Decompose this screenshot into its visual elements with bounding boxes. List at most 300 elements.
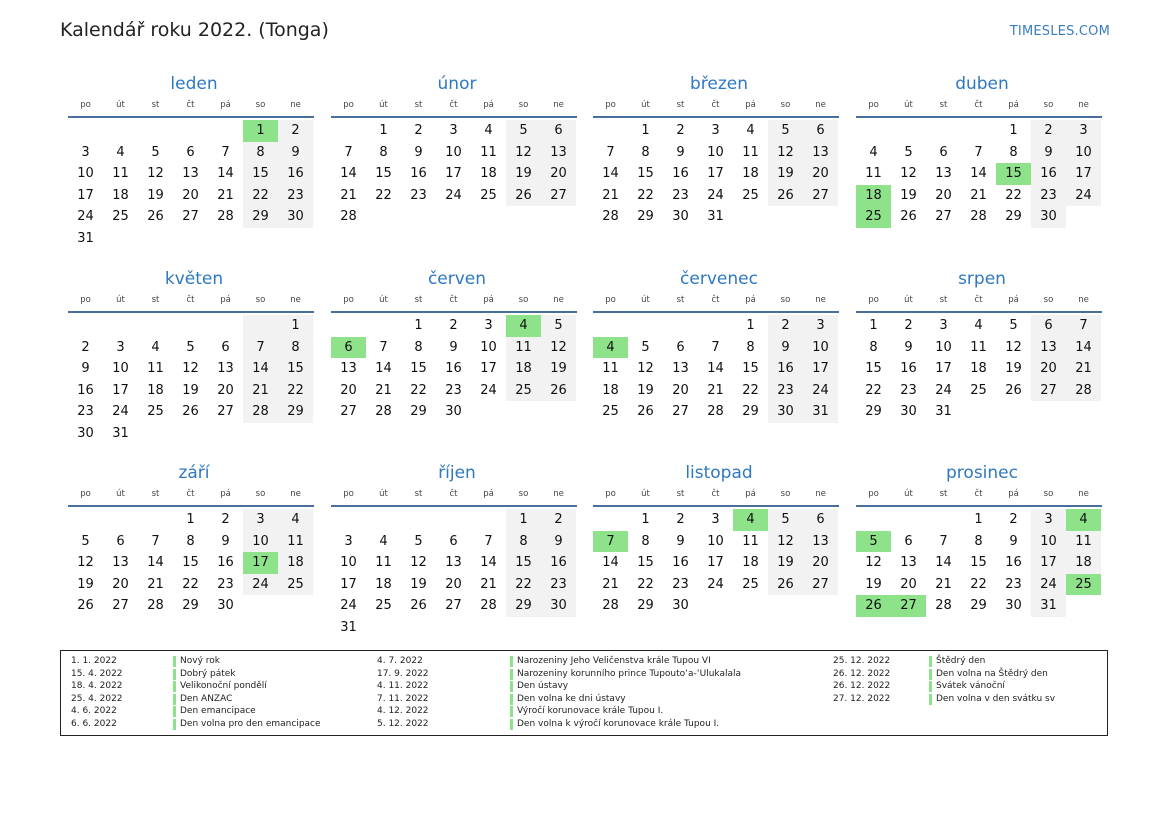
holiday-name: Nový rok [173,656,220,667]
day-empty [506,617,541,639]
week-row [593,206,839,228]
day-cell: 25 [742,187,759,203]
day-cell: 2 [449,318,458,333]
week-row [856,552,1102,574]
week-row [68,552,314,574]
day-cell: 2 [904,318,913,333]
day-cell: 4 [869,144,878,160]
day-cell: 9 [221,533,230,549]
holiday-list [60,650,1108,736]
day-cell: 28 [935,598,952,614]
day-cell: 19 [637,382,654,398]
day-cell: 28 [147,598,164,614]
day-cell: 24 [340,598,357,614]
day-cell: 30 [278,206,313,228]
weekday-label: ne [1078,100,1089,110]
day-cell: 28 [243,401,278,423]
day-cell: 20 [340,382,357,398]
day-cell: 12 [410,555,427,571]
page-title: Kalendář roku 2022. (Tonga) [60,19,329,41]
weekday-label: so [518,295,529,305]
day-cell: 3 [81,144,90,160]
day-cell: 28 [970,209,987,225]
day-cell: 15 [375,166,392,182]
day-cell: 15 [506,552,541,574]
weekday-label: ne [1078,489,1089,499]
week-row [68,120,314,142]
day-cell: 13 [900,555,917,571]
day-cell: 18 [1066,552,1101,574]
day-cell: 28 [340,209,357,225]
day-cell: 6 [116,533,125,549]
day-cell: 2 [1031,120,1066,142]
weekday-label: út [641,100,650,110]
day-cell: 25 [506,380,541,402]
day-cell: 12 [768,142,803,164]
day-cell: 25 [742,576,759,592]
holiday-date: 26. 12. 2022 [833,681,891,692]
day-cell: 14 [217,166,234,182]
weekday-label: čt [186,295,195,305]
day-cell: 10 [243,531,278,553]
day-cell: 23 [77,404,94,420]
day-cell: 30 [1031,206,1066,228]
holiday-date: 26. 12. 2022 [833,668,891,679]
day-empty [471,401,506,423]
day-cell: 4 [151,339,160,355]
weekday-label: so [1043,295,1054,305]
day-empty [891,509,926,531]
day-empty [891,120,926,142]
day-cell: 17 [707,166,724,182]
week-row [331,552,577,574]
day-cell: 2 [541,509,576,531]
weekday-label: út [904,295,913,305]
day-empty [278,423,313,445]
day-cell: 18 [480,166,497,182]
day-cell: 8 [641,144,650,160]
weekday-label: čt [449,489,458,499]
day-cell: 15 [637,166,654,182]
day-holiday: 27 [891,595,926,617]
day-holiday: 17 [243,552,278,574]
day-cell: 27 [445,598,462,614]
day-cell: 16 [217,555,234,571]
day-cell: 19 [865,576,882,592]
day-cell: 7 [379,339,388,355]
week-row [68,337,314,359]
day-cell: 6 [939,144,948,160]
weekday-label: út [641,489,650,499]
weekday-label: ne [815,295,826,305]
weekday-header [593,98,839,118]
day-cell: 27 [182,209,199,225]
day-cell: 21 [707,382,724,398]
day-empty [471,206,506,228]
day-cell: 27 [112,598,129,614]
day-cell: 10 [803,337,838,359]
day-cell: 18 [147,382,164,398]
holiday-row [61,718,1101,731]
month-duben [856,72,1102,228]
month-prosinec [856,461,1102,617]
weekday-label: po [868,489,879,499]
day-empty [593,509,628,531]
day-cell: 22 [637,187,654,203]
day-empty [401,509,436,531]
week-row [856,206,1102,228]
site-link[interactable]: TIMESLES.COM [1009,24,1110,39]
holiday-date: 25. 4. 2022 [71,693,123,704]
day-cell: 30 [768,401,803,423]
day-cell: 24 [707,576,724,592]
day-cell: 8 [974,533,983,549]
day-empty [278,228,313,250]
weekday-label: čt [186,489,195,499]
day-cell: 7 [151,533,160,549]
weekday-label: po [80,489,91,499]
holiday-name: Den volna ke dni ústavy [510,694,626,705]
day-holiday: 25 [856,206,891,228]
holiday-date: 1. 1. 2022 [71,656,117,666]
day-cell: 24 [480,382,497,398]
day-cell: 4 [974,318,983,333]
weekday-label: st [939,100,948,110]
day-cell: 8 [243,142,278,164]
day-holiday: 4 [733,509,768,531]
day-cell: 10 [112,361,129,377]
month-březen [593,72,839,228]
day-cell: 17 [112,382,129,398]
holiday-name: Narozeniny korunního prince Tupoutoʻa-ʻUlukalala [510,669,741,680]
week-row [856,185,1102,207]
day-cell: 26 [900,209,917,225]
weekday-label: po [343,100,354,110]
holiday-date: 17. 9. 2022 [377,668,429,679]
day-empty [173,315,208,337]
day-cell: 30 [900,404,917,420]
weekday-label: so [1043,489,1054,499]
day-cell: 18 [742,166,759,182]
day-cell: 11 [278,531,313,553]
weekday-label: so [780,100,791,110]
weekday-label: pá [745,100,756,110]
week-row [593,552,839,574]
day-cell: 23 [217,576,234,592]
day-cell: 3 [243,509,278,531]
weekday-label: st [676,100,685,110]
day-cell: 8 [1009,144,1018,160]
week-row [331,185,577,207]
day-cell: 23 [1031,185,1066,207]
week-row [331,120,577,142]
day-cell: 20 [182,187,199,203]
day-cell: 6 [1031,315,1066,337]
day-cell: 2 [414,123,423,138]
weekday-label: út [116,295,125,305]
day-cell: 10 [707,533,724,549]
day-holiday: 15 [996,163,1031,185]
day-empty [733,595,768,617]
day-cell: 17 [1031,552,1066,574]
day-empty [1066,595,1101,617]
day-cell: 7 [974,144,983,160]
weekday-label: ne [815,100,826,110]
day-cell: 17 [803,358,838,380]
day-cell: 8 [746,339,755,355]
week-row [331,315,577,337]
weekday-label: st [151,100,160,110]
day-cell: 11 [865,166,882,182]
week-row [593,509,839,531]
weekday-label: po [80,295,91,305]
day-cell: 21 [935,576,952,592]
weekday-label: st [939,489,948,499]
weekday-label: so [518,100,529,110]
weekday-header [68,487,314,507]
day-empty [278,595,313,617]
month-title: prosinec [946,463,1018,483]
day-empty [698,595,733,617]
weekday-label: pá [745,489,756,499]
weekday-label: čt [711,100,720,110]
holiday-date: 4. 11. 2022 [377,681,429,692]
weekday-label: po [605,489,616,499]
week-row [331,337,577,359]
day-cell: 21 [243,380,278,402]
weekday-label: so [255,489,266,499]
holiday-date: 5. 12. 2022 [377,719,429,729]
holiday-row [61,655,1101,668]
day-empty [68,509,103,531]
day-empty [138,509,173,531]
day-cell: 5 [81,533,90,549]
day-cell: 29 [182,598,199,614]
day-cell: 26 [768,574,803,596]
day-cell: 22 [865,382,882,398]
day-empty [208,228,243,250]
day-holiday: 25 [1066,574,1101,596]
week-row [331,163,577,185]
day-holiday: 4 [506,315,541,337]
day-cell: 12 [1005,339,1022,355]
day-empty [698,315,733,337]
day-empty [243,228,278,250]
day-cell: 21 [147,576,164,592]
weekday-label: po [80,100,91,110]
day-cell: 28 [217,209,234,225]
day-cell: 13 [445,555,462,571]
day-cell: 23 [1005,576,1022,592]
weekday-header [593,487,839,507]
day-cell: 11 [112,166,129,182]
weekday-label: čt [711,489,720,499]
weekday-label: čt [974,489,983,499]
day-cell: 31 [935,404,952,420]
day-cell: 6 [449,533,458,549]
holiday-name: Štědrý den [929,656,985,667]
day-cell: 18 [112,187,129,203]
day-cell: 21 [340,187,357,203]
day-cell: 1 [414,318,423,333]
day-cell: 21 [375,382,392,398]
week-row [593,531,839,553]
day-cell: 9 [768,337,803,359]
holiday-date: 4. 12. 2022 [377,706,429,717]
day-cell: 23 [410,187,427,203]
day-cell: 9 [1031,142,1066,164]
day-cell: 13 [182,166,199,182]
weekday-label: čt [449,100,458,110]
weekday-label: so [780,489,791,499]
month-září [68,461,314,617]
day-cell: 1 [379,123,388,138]
day-cell: 13 [541,142,576,164]
holiday-name: Den ANZAC [173,694,232,705]
day-cell: 24 [1066,185,1101,207]
day-cell: 3 [711,512,720,527]
day-cell: 4 [484,123,493,138]
day-empty [733,206,768,228]
day-cell: 29 [637,598,654,614]
day-cell: 10 [77,166,94,182]
day-cell: 20 [445,576,462,592]
day-cell: 14 [480,555,497,571]
holiday-row [61,668,1101,681]
day-cell: 16 [410,166,427,182]
day-empty [436,206,471,228]
day-empty [68,120,103,142]
day-cell: 15 [637,555,654,571]
day-cell: 29 [1005,209,1022,225]
week-row [68,163,314,185]
day-holiday: 7 [593,531,628,553]
day-cell: 10 [707,144,724,160]
week-row [68,315,314,337]
day-cell: 17 [340,576,357,592]
day-cell: 11 [506,337,541,359]
holiday-date: 6. 6. 2022 [71,719,117,729]
day-cell: 22 [410,382,427,398]
weekday-label: út [379,100,388,110]
day-empty [996,401,1031,423]
day-empty [436,617,471,639]
day-cell: 15 [865,361,882,377]
holiday-name: Narozeniny Jeho Veličenstva krále Tupou VI [510,656,711,667]
weekday-header [331,293,577,313]
week-row [68,206,314,228]
week-row [68,509,314,531]
day-cell: 5 [1009,318,1018,333]
weekday-label: pá [220,295,231,305]
holiday-name: Svátek vánoční [929,681,1005,692]
day-cell: 2 [676,123,685,138]
day-cell: 20 [217,382,234,398]
day-cell: 27 [217,404,234,420]
weekday-label: pá [1008,295,1019,305]
day-cell: 17 [77,187,94,203]
day-cell: 6 [803,509,838,531]
day-cell: 9 [449,339,458,355]
weekday-label: pá [483,100,494,110]
day-cell: 18 [742,555,759,571]
holiday-date: 27. 12. 2022 [833,693,891,704]
month-listopad [593,461,839,617]
week-row [593,185,839,207]
day-cell: 20 [541,163,576,185]
day-empty [331,509,366,531]
holiday-name: Den volna na Štědrý den [929,669,1048,680]
day-cell: 21 [602,576,619,592]
day-cell: 28 [480,598,497,614]
day-cell: 28 [375,404,392,420]
day-cell: 22 [278,380,313,402]
day-cell: 25 [278,574,313,596]
weekday-label: čt [974,100,983,110]
month-červenec [593,267,839,423]
day-cell: 18 [375,576,392,592]
day-cell: 11 [742,144,759,160]
day-cell: 24 [935,382,952,398]
day-cell: 20 [803,552,838,574]
day-cell: 14 [970,166,987,182]
day-cell: 22 [1005,187,1022,203]
week-row [593,401,839,423]
day-cell: 19 [147,187,164,203]
day-cell: 27 [672,404,689,420]
day-cell: 27 [803,185,838,207]
day-cell: 29 [278,401,313,423]
day-cell: 13 [935,166,952,182]
day-cell: 7 [606,144,615,160]
day-cell: 17 [935,361,952,377]
weekday-label: ne [290,100,301,110]
day-empty [1031,401,1066,423]
day-cell: 24 [77,209,94,225]
day-cell: 25 [375,598,392,614]
day-cell: 2 [278,120,313,142]
day-empty [541,401,576,423]
day-cell: 29 [865,404,882,420]
day-cell: 10 [1031,531,1066,553]
holiday-row [61,680,1101,693]
weekday-label: ne [553,295,564,305]
day-cell: 10 [340,555,357,571]
month-title: duben [955,74,1009,94]
day-cell: 7 [484,533,493,549]
day-cell: 9 [1009,533,1018,549]
day-cell: 12 [768,531,803,553]
week-row [593,163,839,185]
day-cell: 26 [147,209,164,225]
day-cell: 20 [112,576,129,592]
day-cell: 16 [541,552,576,574]
day-empty [541,206,576,228]
weekday-label: ne [290,489,301,499]
day-cell: 6 [676,339,685,355]
week-row [593,142,839,164]
day-empty [243,423,278,445]
day-cell: 5 [506,120,541,142]
day-cell: 18 [602,382,619,398]
day-empty [138,423,173,445]
month-title: květen [164,269,224,289]
week-row [68,423,314,445]
weekday-label: čt [711,295,720,305]
day-empty [401,206,436,228]
day-cell: 8 [278,337,313,359]
holiday-row [61,693,1101,706]
